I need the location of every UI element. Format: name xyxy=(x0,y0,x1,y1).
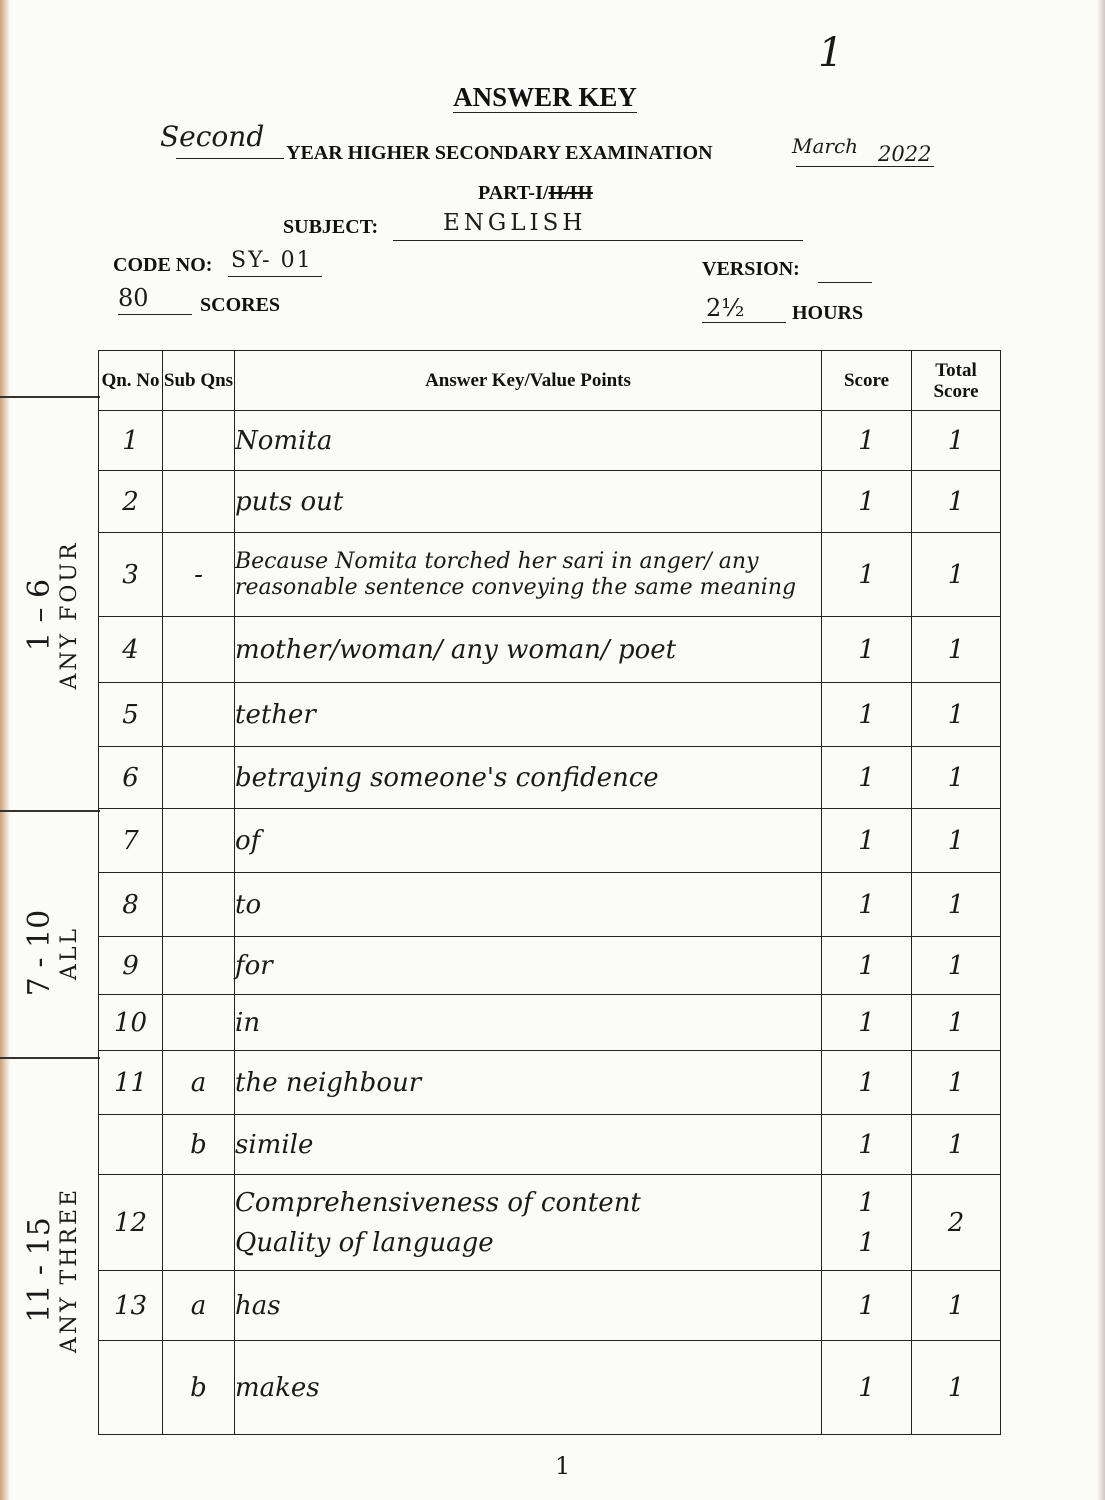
exam-month: March xyxy=(792,134,859,158)
answer-cell: mother/woman/ any woman/ poet xyxy=(235,617,822,683)
answer-line: Quality of language xyxy=(235,1227,494,1258)
qn-cell: 5 xyxy=(99,683,163,747)
table-row xyxy=(99,873,1001,937)
total-cell: 1 xyxy=(912,873,1001,937)
table-row xyxy=(99,995,1001,1051)
qn-cell xyxy=(99,1115,163,1175)
table-header-row xyxy=(99,351,1001,411)
table-row xyxy=(99,1115,1001,1175)
total-cell: 1 xyxy=(912,995,1001,1051)
sub-cell: a xyxy=(163,1051,235,1115)
header-sub: Sub Qns xyxy=(163,351,235,411)
header-qn: Qn. No xyxy=(99,351,163,411)
answer-key-table xyxy=(98,350,1001,1435)
total-cell: 1 xyxy=(912,1115,1001,1175)
answer-cell: of xyxy=(235,809,822,873)
sub-cell: - xyxy=(163,533,235,617)
answer-cell: Nomita xyxy=(235,411,822,471)
answer-cell: Because Nomita torched her sari in anger/ any reasonable sentence conveying the same meaning xyxy=(235,533,822,617)
qn-cell: 1 xyxy=(99,411,163,471)
code-value: SY- 01 xyxy=(231,248,313,273)
total-cell: 1 xyxy=(912,1341,1001,1435)
table-row xyxy=(99,533,1001,617)
answer-cell: has xyxy=(235,1271,822,1341)
sub-cell xyxy=(163,1175,235,1271)
scan-left-edge xyxy=(0,0,10,1500)
score-cell: 1 xyxy=(822,1051,912,1115)
sub-cell xyxy=(163,617,235,683)
table-row xyxy=(99,471,1001,533)
sub-cell xyxy=(163,683,235,747)
qn-cell: 13 xyxy=(99,1271,163,1341)
qn-cell: 11 xyxy=(99,1051,163,1115)
subject-line xyxy=(283,210,803,246)
answer-cell: puts out xyxy=(235,471,822,533)
month-underline xyxy=(796,166,934,167)
table-row xyxy=(99,937,1001,995)
table-row xyxy=(99,411,1001,471)
code-label: CODE NO: xyxy=(113,254,213,276)
qn-cell: 7 xyxy=(99,809,163,873)
exam-line xyxy=(160,120,940,170)
sub-cell xyxy=(163,747,235,809)
scores-label: SCORES xyxy=(200,294,281,316)
year-underline xyxy=(176,158,284,159)
score-cell: 1 xyxy=(822,471,912,533)
hours-value: 2½ xyxy=(706,294,745,322)
footer-page-number: 1 xyxy=(555,1452,571,1480)
total-cell: 1 xyxy=(912,937,1001,995)
subject-label: SUBJECT: xyxy=(283,216,379,238)
scores-underline xyxy=(118,314,192,315)
answer-cell: in xyxy=(235,995,822,1051)
table-row xyxy=(99,809,1001,873)
total-cell: 1 xyxy=(912,411,1001,471)
answer-cell: the neighbour xyxy=(235,1051,822,1115)
score-cell: 1 xyxy=(822,1271,912,1341)
sub-cell xyxy=(163,995,235,1051)
table-row xyxy=(99,1175,1001,1271)
score-cell: 1 xyxy=(822,533,912,617)
qn-cell: 6 xyxy=(99,747,163,809)
answer-cell: makes xyxy=(235,1341,822,1435)
score-cell: 1 xyxy=(822,995,912,1051)
group-divider xyxy=(0,1057,100,1059)
score-cell: 1 xyxy=(822,617,912,683)
total-cell: 1 xyxy=(912,747,1001,809)
score-cell: 1 xyxy=(822,747,912,809)
hours-line xyxy=(702,294,892,328)
code-underline xyxy=(228,276,322,277)
sub-cell xyxy=(163,809,235,873)
total-cell: 1 xyxy=(912,1051,1001,1115)
total-cell: 1 xyxy=(912,471,1001,533)
answer-cell: betraying someone's confidence xyxy=(235,747,822,809)
total-cell: 1 xyxy=(912,533,1001,617)
group-divider xyxy=(0,396,100,398)
version-line xyxy=(702,258,882,288)
header-score: Score xyxy=(822,351,912,411)
scan-right-edge xyxy=(1097,0,1105,1500)
hours-underline xyxy=(702,322,786,323)
score-cell: 1 xyxy=(822,411,912,471)
score-line: 1 xyxy=(858,1227,875,1258)
group-divider xyxy=(0,810,100,812)
answer-cell: tether xyxy=(235,683,822,747)
scores-value: 80 xyxy=(118,284,149,312)
table-row xyxy=(99,747,1001,809)
answer-cell xyxy=(235,1175,822,1271)
score-line: 1 xyxy=(858,1187,875,1218)
sub-cell: b xyxy=(163,1341,235,1435)
qn-cell: 12 xyxy=(99,1175,163,1271)
total-cell: 1 xyxy=(912,683,1001,747)
table-row xyxy=(99,683,1001,747)
page-title: ANSWER KEY xyxy=(453,82,637,112)
sub-cell xyxy=(163,937,235,995)
hours-label: HOURS xyxy=(792,302,864,324)
code-line xyxy=(113,248,333,282)
answer-cell: to xyxy=(235,873,822,937)
total-cell: 1 xyxy=(912,809,1001,873)
table-row xyxy=(99,1051,1001,1115)
subject-value: ENGLISH xyxy=(443,210,587,236)
answer-cell: for xyxy=(235,937,822,995)
header-total: Total Score xyxy=(912,351,1001,411)
table-row xyxy=(99,1271,1001,1341)
score-cell: 1 xyxy=(822,937,912,995)
group-label-3: 11 - 15 ANY THREE xyxy=(22,1186,82,1354)
score-cell xyxy=(822,1175,912,1271)
header-answer: Answer Key/Value Points xyxy=(235,351,822,411)
qn-cell xyxy=(99,1341,163,1435)
sub-cell xyxy=(163,471,235,533)
page-mark: 1 xyxy=(818,30,844,76)
qn-cell: 8 xyxy=(99,873,163,937)
total-cell: 1 xyxy=(912,1271,1001,1341)
sub-cell: b xyxy=(163,1115,235,1175)
table-row xyxy=(99,617,1001,683)
qn-cell: 4 xyxy=(99,617,163,683)
exam-label: YEAR HIGHER SECONDARY EXAMINATION xyxy=(286,142,713,164)
sub-cell: a xyxy=(163,1271,235,1341)
qn-cell: 3 xyxy=(99,533,163,617)
total-cell: 1 xyxy=(912,617,1001,683)
sub-cell xyxy=(163,873,235,937)
qn-cell: 10 xyxy=(99,995,163,1051)
part-label: PART-I/II/III xyxy=(478,182,593,204)
subject-underline xyxy=(393,240,803,241)
answer-line: Comprehensiveness of content xyxy=(235,1187,641,1218)
answer-cell: simile xyxy=(235,1115,822,1175)
group-label-2: 7 - 10 ALL xyxy=(22,909,82,997)
group-label-1: 1 – 6 ANY FOUR xyxy=(22,540,82,690)
score-cell: 1 xyxy=(822,683,912,747)
version-label: VERSION: xyxy=(702,258,800,280)
score-cell: 1 xyxy=(822,809,912,873)
table-row xyxy=(99,1341,1001,1435)
score-cell: 1 xyxy=(822,1341,912,1435)
total-cell: 2 xyxy=(912,1175,1001,1271)
scores-line xyxy=(118,284,318,318)
score-cell: 1 xyxy=(822,1115,912,1175)
score-cell: 1 xyxy=(822,873,912,937)
qn-cell: 9 xyxy=(99,937,163,995)
sub-cell xyxy=(163,411,235,471)
exam-year-value: Second xyxy=(160,120,265,153)
qn-cell: 2 xyxy=(99,471,163,533)
exam-year: 2022 xyxy=(878,142,932,166)
version-underline xyxy=(818,282,872,283)
